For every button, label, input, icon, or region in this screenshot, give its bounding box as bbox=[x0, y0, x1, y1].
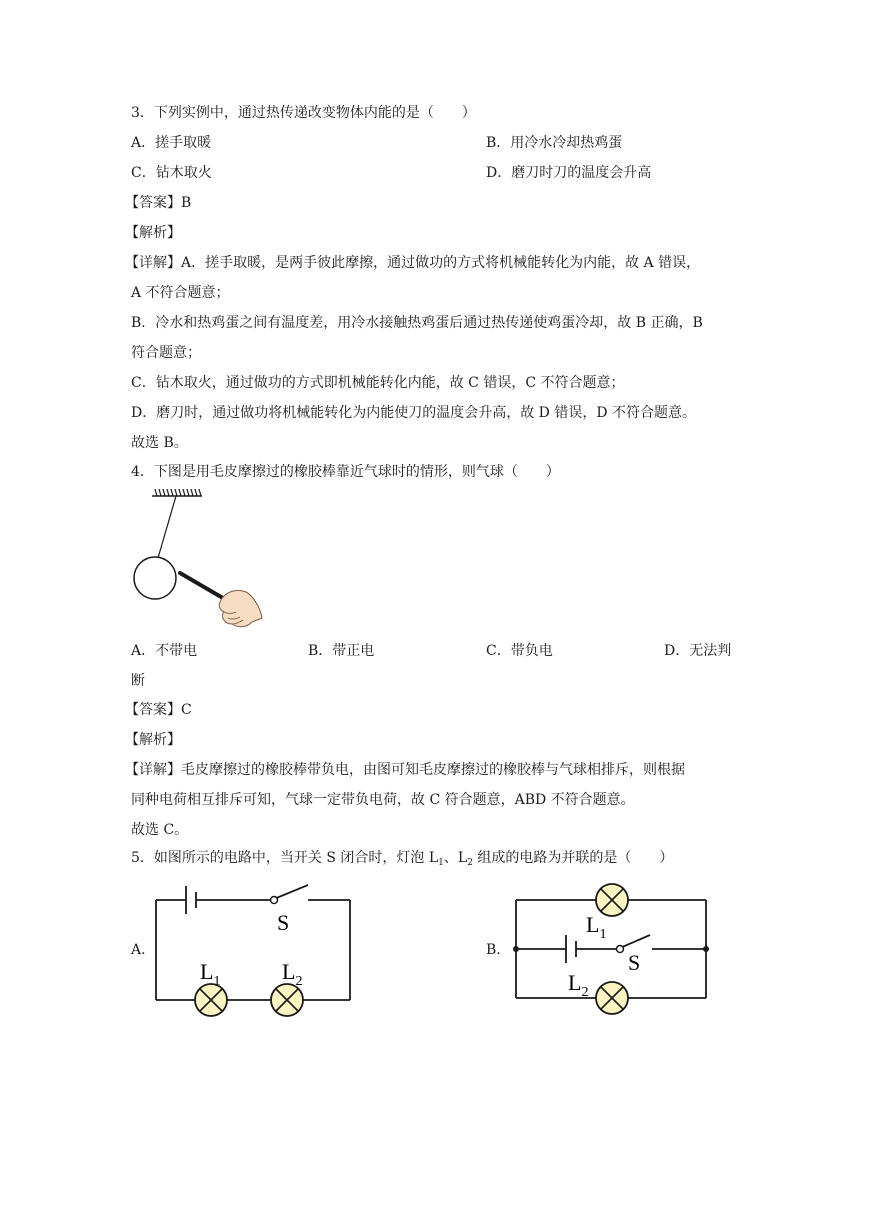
q4-option-c: C．带负电 bbox=[486, 643, 553, 659]
switch-blade bbox=[620, 935, 650, 948]
q3-detail-line: 故选 B。 bbox=[131, 435, 188, 451]
switch-pivot bbox=[617, 946, 624, 953]
q4-option-a: A．不带电 bbox=[131, 643, 198, 659]
q4-detail-line: 【详解】毛皮摩擦过的橡胶棒带负电，由图可知毛皮摩擦过的橡胶棒与气球相排斥，则根据 bbox=[125, 762, 685, 778]
q4-option-wrap: 断 bbox=[131, 673, 145, 689]
circuit-b-diagram bbox=[508, 880, 718, 1020]
q4-option-d: D．无法判 bbox=[664, 643, 732, 659]
q3-option-a: A．搓手取暖 bbox=[131, 135, 212, 151]
lamp-l1 bbox=[596, 884, 628, 916]
q3-answer: 【答案】B bbox=[125, 195, 192, 211]
lamp-l2 bbox=[596, 982, 628, 1014]
circuit-b-label: B. bbox=[486, 942, 501, 958]
balloon-circle bbox=[134, 557, 176, 599]
q3-detail-line: B．冷水和热鸡蛋之间有温度差，用冷水接触热鸡蛋后通过热传递使鸡蛋冷却，故 B 正确，B bbox=[131, 315, 703, 331]
lamp-l2-label: $L_2$ bbox=[282, 959, 303, 989]
switch-pivot bbox=[271, 897, 278, 904]
rubber-rod bbox=[180, 573, 228, 601]
junction-left bbox=[513, 946, 519, 952]
string-line bbox=[158, 496, 176, 558]
lamp-l1-label: $L_1$ bbox=[586, 912, 607, 942]
q3-analysis-label: 【解析】 bbox=[125, 225, 181, 241]
q4-answer: 【答案】C bbox=[125, 702, 192, 718]
q3-option-b: B．用冷水冷却热鸡蛋 bbox=[486, 135, 623, 151]
q3-detail-line: 符合题意； bbox=[131, 345, 201, 361]
junction-right bbox=[703, 946, 709, 952]
lamp-l1 bbox=[195, 984, 227, 1016]
q4-analysis-label: 【解析】 bbox=[125, 732, 181, 748]
balloon-rod-figure bbox=[128, 488, 268, 633]
q3-stem: 3．下列实例中，通过热传递改变物体内能的是（ ） bbox=[131, 105, 476, 121]
q5-stem: 5．如图所示的电路中，当开关 S 闭合时，灯泡 $L_1$、$L_2$ 组成的电路为并联的是（ ） bbox=[131, 850, 674, 868]
switch-blade bbox=[274, 885, 308, 899]
q3-option-c: C．钻木取火 bbox=[131, 165, 212, 181]
q3-detail-line: C．钻木取火，通过做功的方式即机械能转化内能，故 C 错误，C 不符合题意； bbox=[131, 375, 625, 391]
q4-option-b: B．带正电 bbox=[308, 643, 375, 659]
q4-stem: 4．下图是用毛皮摩擦过的橡胶棒靠近气球时的情形，则气球（ ） bbox=[131, 464, 560, 480]
q3-detail-line: A 不符合题意； bbox=[131, 285, 230, 301]
q3-option-d: D．磨刀时刀的温度会升高 bbox=[486, 165, 652, 181]
q3-detail-line: 【详解】A．搓手取暖，是两手彼此摩擦，通过做功的方式将机械能转化为内能，故 A 错误， bbox=[125, 255, 701, 271]
q4-detail-line: 故选 C。 bbox=[131, 822, 189, 838]
switch-label: S bbox=[277, 910, 290, 935]
circuit-a-label: A. bbox=[131, 942, 146, 958]
q4-detail-line: 同种电荷相互排斥可知，气球一定带负电荷，故 C 符合题意，ABD 不符合题意。 bbox=[131, 792, 635, 808]
lamp-l1-label: $L_1$ bbox=[200, 959, 221, 989]
circuit-a-diagram bbox=[150, 878, 360, 1008]
q3-detail-line: D．磨刀时，通过做功将机械能转化为内能使刀的温度会升高，故 D 错误，D 不符合题意。 bbox=[131, 405, 697, 421]
switch-label: S bbox=[628, 950, 641, 975]
lamp-l2-label: $L_2$ bbox=[568, 970, 589, 1000]
